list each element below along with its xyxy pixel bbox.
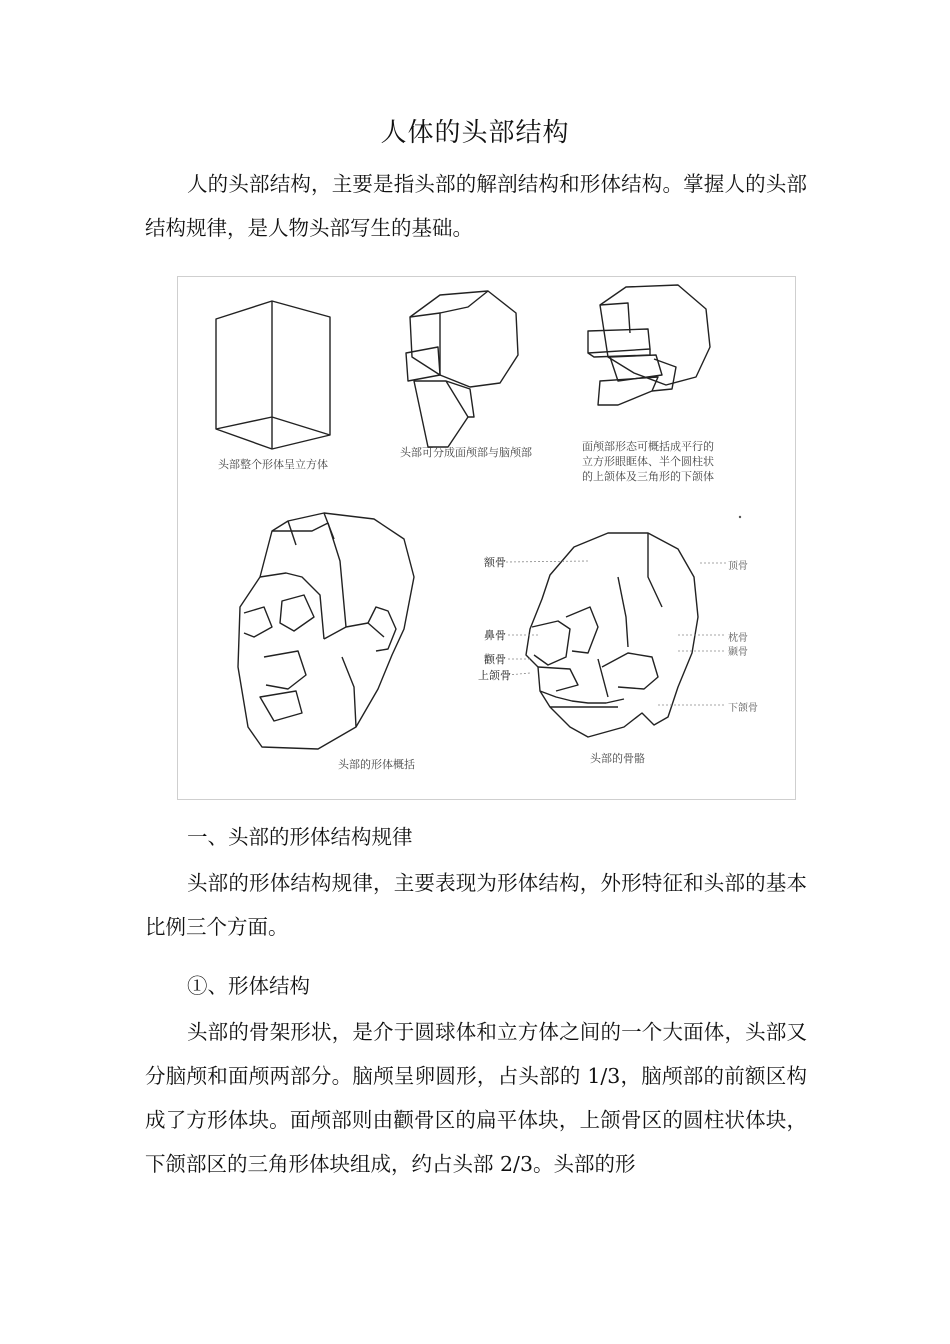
figure-drawings [178, 277, 797, 801]
label-nasal-bone: 鼻骨 [484, 629, 506, 642]
label-temporal-bone: 颞骨 [728, 647, 748, 658]
subsection-1-heading: ①、形体结构 [187, 974, 310, 998]
label-mandible: 下颌骨 [728, 703, 758, 714]
label-maxilla: 上颌骨 [478, 669, 511, 682]
section-1-paragraph: 头部的形体结构规律，主要表现为形体结构，外形特征和头部的基本比例三个方面。 [145, 871, 807, 939]
caption-planar-head: 头部的形体概括 [338, 758, 415, 771]
caption-face-blocks: 面颅部形态可概括成平行的立方形眼眶体、半个圆柱状的上颌体及三角形的下颌体 [582, 440, 714, 483]
caption-cube: 头部整个形体呈立方体 [218, 458, 328, 471]
planar-head-drawing [238, 513, 414, 749]
label-frontal-bone: 额骨 [484, 556, 506, 569]
skull-drawing [526, 533, 698, 737]
caption-split: 头部可分成面颅部与脑颅部 [400, 446, 532, 459]
label-zygomatic-bone: 颧骨 [484, 653, 506, 666]
caption-skull: 头部的骨骼 [590, 752, 645, 765]
intro-paragraph: 人的头部结构，主要是指头部的解剖结构和形体结构。掌握人的头部结构规律，是人物头部写生的基础。 [145, 172, 807, 240]
label-parietal-bone: 顶骨 [728, 561, 748, 572]
label-occipital-bone: 枕骨 [728, 633, 748, 644]
speck [739, 516, 741, 518]
split-head-drawing [406, 291, 518, 447]
head-structure-figure [177, 276, 796, 800]
section-1-heading: 一、头部的形体结构规律 [187, 825, 413, 849]
page-title: 人体的头部结构 [380, 118, 570, 148]
cube-drawing [216, 301, 330, 449]
face-blocks-drawing [588, 285, 710, 405]
subsection-1-paragraph: 头部的骨架形状，是介于圆球体和立方体之间的一个大面体，头部又分脑颅和面颅两部分。脑颅呈卵圆形，占头部的 1/3，脑颅部的前额区构成了方形体块。面颅部则由颧骨区的扁平体块，上颌骨区的圆柱状体块，下颌部区的三角形体块组成，约占头部 2/3。头部的形 [145, 1020, 807, 1176]
